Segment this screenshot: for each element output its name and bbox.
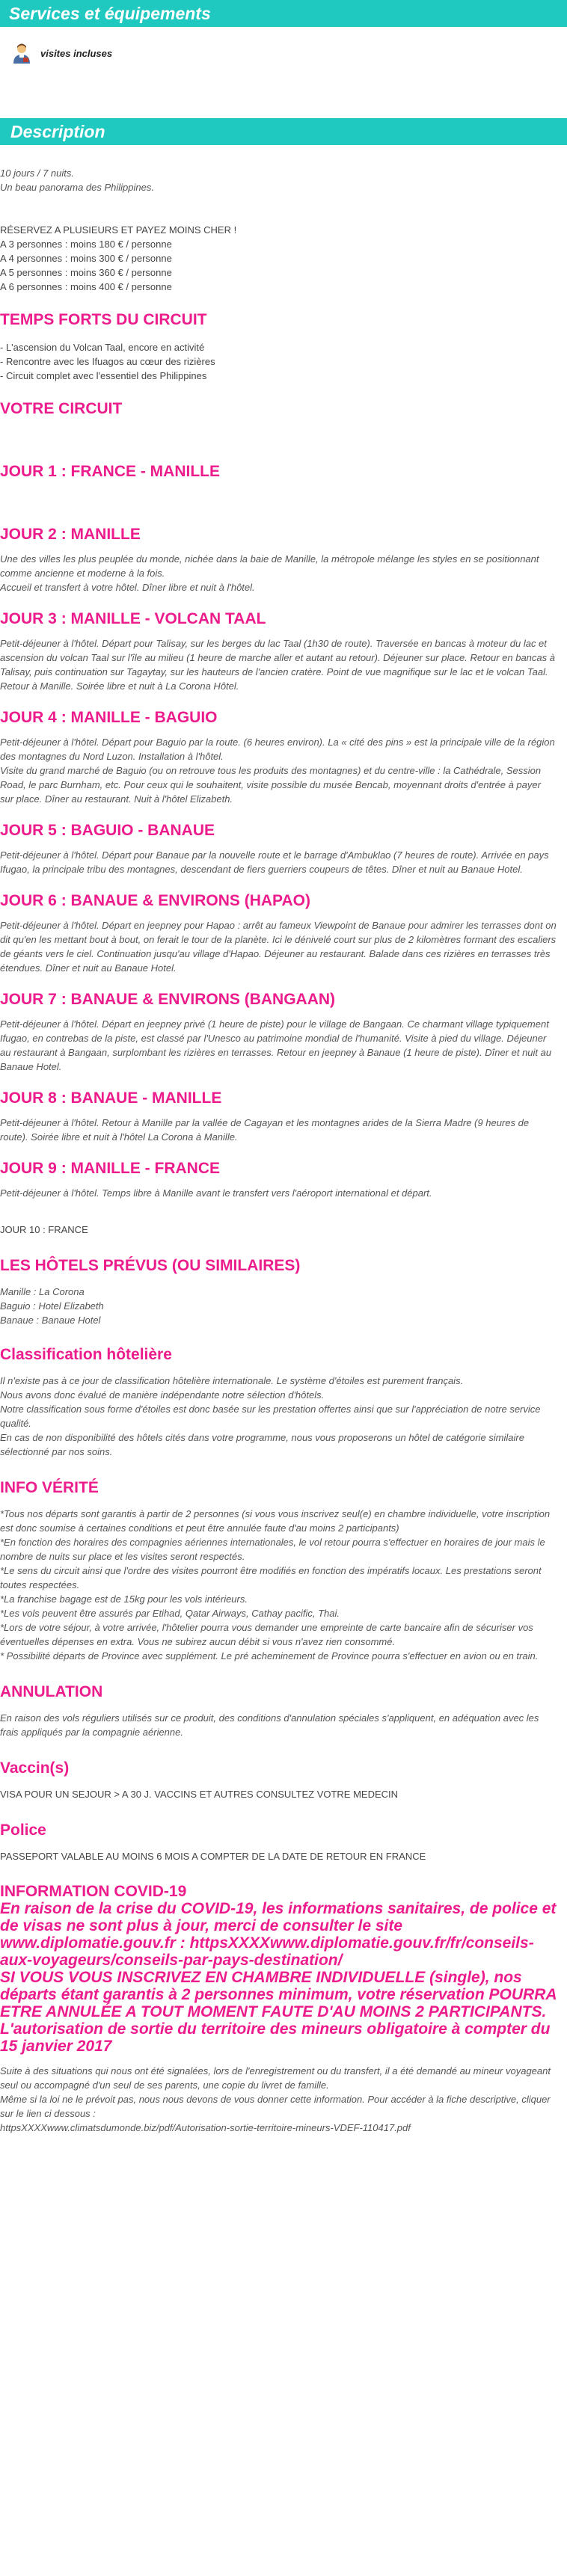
description-banner	[0, 118, 567, 145]
day-text: Une des villes les plus peuplée du monde, nichée dans la baie de Manille, la métropole mélange les styles en se positionnant comme ancienne et moderne à la fois. Accueil et transfert à votre hôtel. Dîner libre et nuit à l'hôtel.	[0, 553, 539, 593]
pricing-block	[0, 223, 557, 294]
covid-block	[0, 1883, 557, 2055]
hotel-line: Baguio : Hotel Elizabeth	[0, 1300, 104, 1312]
day-text: Petit-déjeuner à l'hôtel. Retour à Manille par la vallée de Cagayan et les montagnes arides de la Sierra Madre (9 heures de route). Soirée libre et nuit à l'hôtel La Corona à Manille.	[0, 1117, 530, 1143]
day-text: Petit-déjeuner à l'hôtel. Départ pour Baguio par la route. (6 heures environ). La « cité des pins » est la principale ville de la région des montagnes du Nord Luzon. Installation à l'hôtel. Visite du grand marché de Baguio (ou on retrouve tous les produits des montagnes) et du centre-ville : la Cathédrale, Session Road, le parc Burnham, etc. Pour ceux qui le souhaitent, visite possible du musée Bencab, moyennant droits d'entrée à payer sur place. Dîner au restaurant. Nuit à l'hôtel Elizabeth.	[0, 737, 555, 805]
annulation-title: ANNULATION	[0, 1683, 103, 1700]
day-title: JOUR 5 : BAGUIO - BANAUE	[0, 822, 215, 839]
info-title: INFO VÉRITÉ	[0, 1479, 99, 1496]
temps-forts-list	[0, 340, 557, 383]
temps-forts-title: TEMPS FORTS DU CIRCUIT	[0, 311, 207, 328]
hotel-line: Banaue : Banaue Hotel	[0, 1315, 101, 1326]
day-text: Petit-déjeuner à l'hôtel. Temps libre à Manille avant le transfert vers l'aéroport international et départ.	[0, 1187, 432, 1199]
visites-label: visites incluses	[40, 47, 113, 59]
covid-line: En raison de la crise du COVID-19, les informations sanitaires, de police et de visas ne sont plus à jour, merci de consulter le site www.diplomatie.gouv.fr : httpsXXXXwww.diplomatie.gouv.fr/fr/conseils-aux-voyageurs/conseils-par-pays-destination/	[0, 1900, 557, 1969]
temps-forts-item: - Rencontre avec les Ifuagos au cœur des rizières	[0, 356, 215, 367]
day-text: Petit-déjeuner à l'hôtel. Départ pour Banaue par la nouvelle route et le barrage d'Ambuklao (7 heures de route). Arrivée en pays Ifugao, la principale tribu des montagnes, descendant de fiers guerriers coupeurs de têtes. Dîner et nuit au Banaue Hotel.	[0, 849, 549, 875]
equipment-item	[0, 27, 567, 79]
covid-title: INFORMATION COVID-19	[0, 1883, 187, 1900]
day-title: JOUR 8 : BANAUE - MANILLE	[0, 1089, 222, 1107]
day-title: JOUR 1 : FRANCE - MANILLE	[0, 463, 220, 480]
temps-forts-item: - L'ascension du Volcan Taal, encore en activité	[0, 342, 205, 353]
intro-duration: 10 jours / 7 nuits.	[0, 167, 74, 179]
description-body	[0, 145, 567, 2165]
hotels-title: LES HÔTELS PRÉVUS (OU SIMILAIRES)	[0, 1257, 301, 1274]
intro-text	[0, 166, 557, 194]
guide-person-icon	[10, 42, 33, 64]
services-title: Services et équipements	[9, 4, 211, 23]
classification-title: Classification hôtelière	[0, 1346, 172, 1363]
day-title: JOUR 9 : MANILLE - FRANCE	[0, 1160, 220, 1177]
covid-note: Suite à des situations qui nous ont été signalées, lors de l'enregistrement ou du transfert, il a été demandé au mineur voyageant seul ou accompagné d'un seul de ses parents, une copie du livret de famille. Même si la loi ne le prévoit pas, nous nous devons de vous donner cette information. Pour accéder à la fiche descriptive, cliquer sur le lien ci dessous : httpsXXXXwww.climatsdumonde.biz/pdf/Autorisation-sortie-territoire-mineurs-VDEF-110417.pdf	[0, 2065, 551, 2133]
day-10: JOUR 10 : FRANCE	[0, 1224, 88, 1235]
police-title: Police	[0, 1822, 46, 1839]
vaccins-title: Vaccin(s)	[0, 1759, 70, 1777]
classification-text: Il n'existe pas à ce jour de classification hôtelière internationale. Le système d'étoiles est purement français. Nous avons donc évalué de manière indépendante notre sélection d'hôtels. Notre classification sous forme d'étoiles est donc basée sur les prestation offertes ainsi que sur l'appréciation de notre service qualité. En cas de non disponibilité des hôtels cités dans votre programme, nous vous proposerons un hôtel de catégorie similaire sélectionné par nos soins.	[0, 1375, 541, 1457]
pricing-line: A 3 personnes : moins 180 € / personne	[0, 239, 172, 250]
day-text: Petit-déjeuner à l'hôtel. Départ en jeepney privé (1 heure de piste) pour le village de Bangaan. Ce charmant village typiquement Ifugao, en contrebas de la piste, est classé par l'Unesco au patrimoine mondial de l'humanité. Visite à pied du village. Déjeuner au restaurant à Bangaan, surplombant les rizières en terrasses. Retour en jeepney à Banaue (1 heure de piste). Dîner et nuit au Banaue Hotel.	[0, 1018, 552, 1072]
intro-subtitle: Un beau panorama des Philippines.	[0, 182, 154, 193]
hotel-line: Manille : La Corona	[0, 1286, 85, 1297]
police-text: PASSEPORT VALABLE AU MOINS 6 MOIS A COMPTER DE LA DATE DE RETOUR EN FRANCE	[0, 1851, 426, 1862]
temps-forts-item: - Circuit complet avec l'essentiel des Philippines	[0, 370, 207, 381]
day-title: JOUR 4 : MANILLE - BAGUIO	[0, 709, 218, 726]
pricing-line: A 5 personnes : moins 360 € / personne	[0, 267, 172, 278]
description-title: Description	[10, 122, 105, 141]
vaccins-text: VISA POUR UN SEJOUR > A 30 J. VACCINS ET AUTRES CONSULTEZ VOTRE MEDECIN	[0, 1789, 399, 1800]
info-text: *Tous nos départs sont garantis à partir de 2 personnes (si vous vous inscrivez seul(e) en chambre individuelle, votre inscription est donc soumise à certaines conditions et peut être annulée faute d'au moins 2 participants) *En fonction des horaires des compagnies aériennes internationales, le vol retour pourra s'effectuer en horaires de jour mais le nombre de nuits sur place et les visites seront respectés. *Le sens du circuit ainsi que l'ordre des visites pourront être modifiés en fonction des impératifs locaux. Les prestations seront toutes respectées. *La franchise bagage est de 15kg pour les vols intérieurs. *Les vols peuvent être assurés par Etihad, Qatar Airways, Cathay pacific, Thai. *Lors de votre séjour, à votre arrivée, l'hôtelier pourra vous demander une empreinte de carte bancaire afin de sécuriser vos éventuelles dépenses en extra. Vous ne subirez aucun débit si vous n'avez rien consommé. * Possibilité départs de Province avec supplément. Le pré acheminement de Province pourra s'effectuer en avion ou en train.	[0, 1508, 551, 1662]
pricing-line: A 6 personnes : moins 400 € / personne	[0, 281, 172, 292]
annulation-text: En raison des vols réguliers utilisés sur ce produit, des conditions d'annulation spéciales s'appliquent, en adéquation avec les frais appliqués par la compagnie aérienne.	[0, 1712, 539, 1738]
day-title: JOUR 6 : BANAUE & ENVIRONS (HAPAO)	[0, 892, 310, 909]
pricing-line: A 4 personnes : moins 300 € / personne	[0, 253, 172, 264]
circuit-title: VOTRE CIRCUIT	[0, 400, 123, 417]
day-title: JOUR 3 : MANILLE - VOLCAN TAAL	[0, 610, 266, 627]
covid-line: L'autorisation de sortie du territoire des mineurs obligatoire à compter du 15 janvier 2017	[0, 2020, 551, 2055]
day-title: JOUR 2 : MANILLE	[0, 526, 141, 543]
hotels-list	[0, 1285, 557, 1327]
services-banner	[0, 0, 567, 27]
day-text: Petit-déjeuner à l'hôtel. Départ pour Talisay, sur les berges du lac Taal (1h30 de route). Traversée en bancas à moteur du lac et ascension du volcan Taal sur l'île au milieu (1 heure de marche aller et autant au retour). Déjeuner sur place. Retour en bancas à Talisay, puis continuation sur Tagaytay, sur les hauteurs de l'ancien cratère. Point de vue magnifique sur le lac et le volcan Taal. Retour à Manille. Soirée libre et nuit à La Corona Hôtel.	[0, 638, 555, 692]
pricing-heading: RÉSERVEZ A PLUSIEURS ET PAYEZ MOINS CHER !	[0, 224, 237, 236]
day-text: Petit-déjeuner à l'hôtel. Départ en jeepney pour Hapao : arrêt au fameux Viewpoint de Banaue pour admirer les terrasses dont on dit qu'en les mettant bout à bout, on ferait le tour de la planète. Ici le dénivelé court sur plus de 2 kilomètres formant des escaliers de géants vers le ciel. Continuation jusqu'au village d'Hapao. Déjeuner au restaurant. Balade dans ces rizières en terrasses très étendues. Dîner et nuit au Banaue Hotel.	[0, 920, 557, 974]
covid-line: SI VOUS VOUS INSCRIVEZ EN CHAMBRE INDIVIDUELLE (single), nos départs étant garantis à 2 personnes minimum, votre réservation POURRA ETRE ANNULÉE A TOUT MOMENT FAUTE D'AU MOINS 2 PARTICIPANTS.	[0, 1969, 557, 2020]
day-title: JOUR 7 : BANAUE & ENVIRONS (BANGAAN)	[0, 991, 336, 1008]
